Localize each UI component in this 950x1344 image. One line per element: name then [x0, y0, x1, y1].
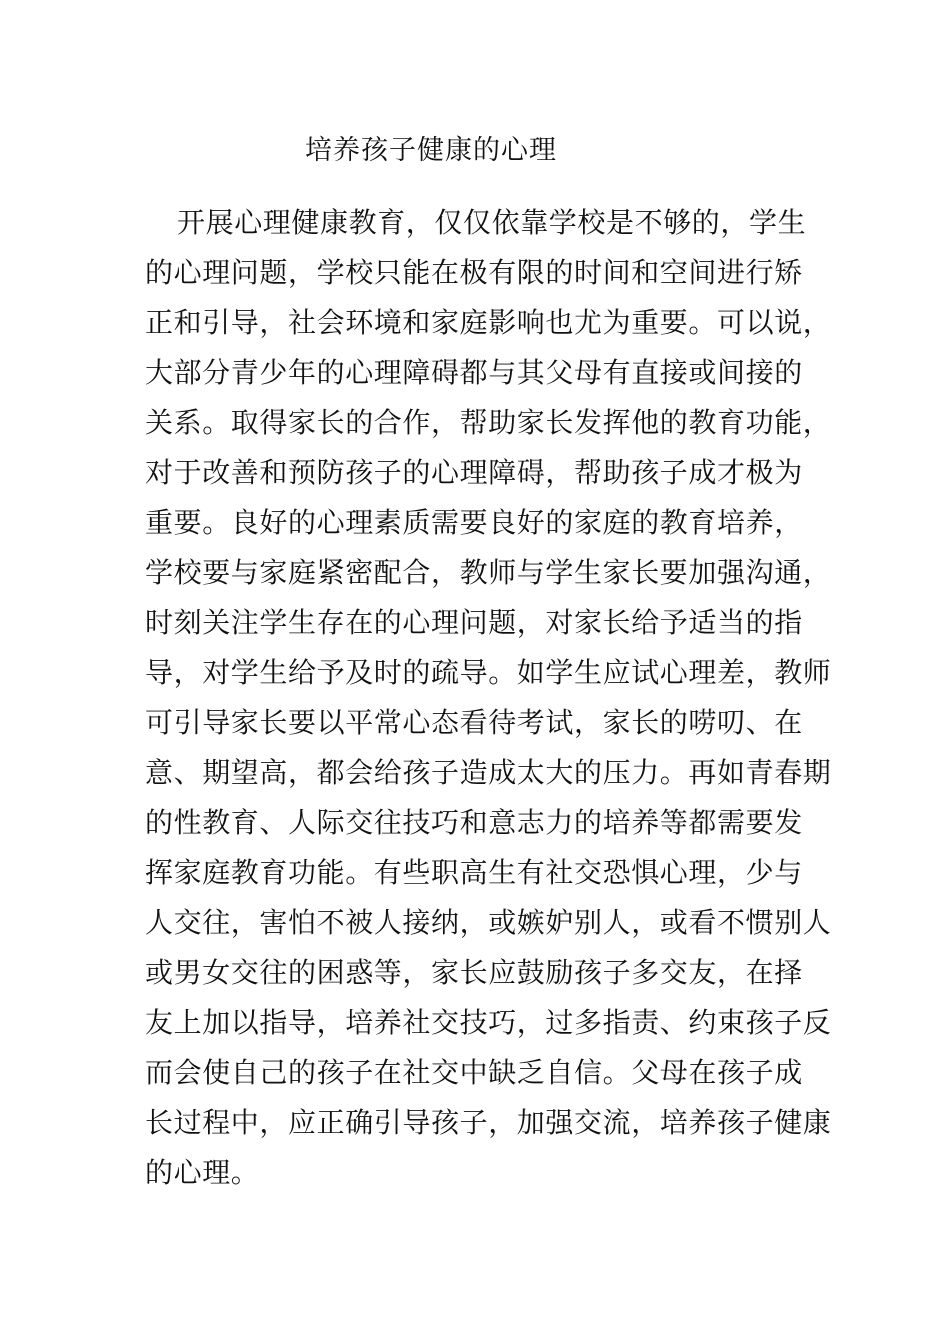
- paragraph-line: 时刻关注学生存在的心理问题，对家长给予适当的指: [145, 606, 803, 639]
- document-paragraph: [145, 198, 832, 1198]
- paragraph-line: 导，对学生给予及时的疏导。如学生应试心理差，教师: [145, 656, 832, 689]
- paragraph-line: 友上加以指导，培养社交技巧，过多指责、约束孩子反: [145, 1006, 832, 1039]
- paragraph-line: 长过程中，应正确引导孩子，加强交流，培养孩子健康: [145, 1106, 832, 1139]
- paragraph-line: 而会使自己的孩子在社交中缺乏自信。父母在孩子成: [145, 1056, 803, 1089]
- paragraph-line: 人交往，害怕不被人接纳，或嫉妒别人，或看不惯别人: [145, 906, 832, 939]
- paragraph-line: 的心理问题，学校只能在极有限的时间和空间进行矫: [145, 256, 803, 289]
- paragraph-line: 开展心理健康教育，仅仅依靠学校是不够的，学生: [177, 206, 807, 239]
- paragraph-line: 重要。良好的心理素质需要良好的家庭的教育培养，: [145, 506, 803, 539]
- document-title: 培养孩子健康的心理: [305, 135, 557, 166]
- paragraph-line: 或男女交往的困惑等，家长应鼓励孩子多交友，在择: [145, 956, 803, 989]
- paragraph-line: 意、期望高，都会给孩子造成太大的压力。再如青春期: [145, 756, 832, 789]
- paragraph-line: 可引导家长要以平常心态看待考试，家长的唠叨、在: [145, 706, 803, 739]
- paragraph-line: 的心理。: [145, 1156, 260, 1189]
- paragraph-line: 关系。取得家长的合作，帮助家长发挥他的教育功能，: [145, 406, 832, 439]
- paragraph-line: 学校要与家庭紧密配合，教师与学生家长要加强沟通，: [145, 556, 832, 589]
- paragraph-line: 挥家庭教育功能。有些职高生有社交恐惧心理，少与: [145, 856, 803, 889]
- paragraph-line: 大部分青少年的心理障碍都与其父母有直接或间接的: [145, 356, 803, 389]
- paragraph-line: 对于改善和预防孩子的心理障碍，帮助孩子成才极为: [145, 456, 803, 489]
- paragraph-line: 正和引导，社会环境和家庭影响也尤为重要。可以说，: [145, 306, 832, 339]
- paragraph-line: 的性教育、人际交往技巧和意志力的培养等都需要发: [145, 806, 803, 839]
